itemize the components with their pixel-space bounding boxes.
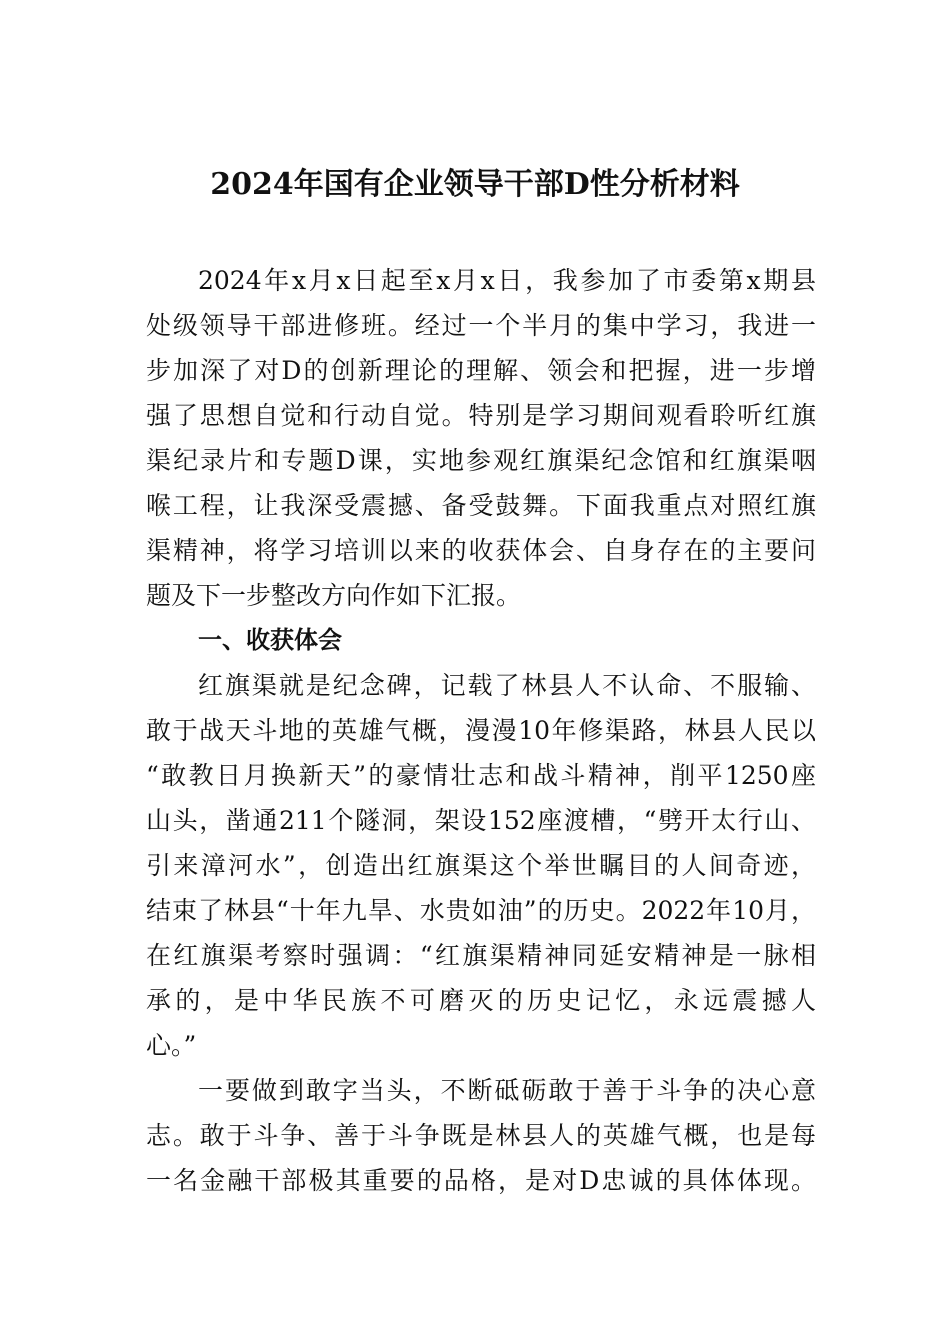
paragraph-2-line: 山头，凿通211个隧洞，架设152座渡槽，“劈开太行山、 (146, 806, 816, 835)
paragraph-2-line: 结束了林县“十年九旱、水贵如油”的历史。2022年10月， (146, 896, 816, 925)
paragraph-2-line: 红旗渠就是纪念碑，记载了林县人不认命、不服输、 (198, 671, 816, 700)
paragraph-3-line: 一要做到敢字当头，不断砥砺敢于善于斗争的决心意 (198, 1076, 816, 1105)
paragraph-1-line: 渠纪录片和专题D课，实地参观红旗渠纪念馆和红旗渠咽 (146, 446, 816, 475)
document-body (146, 258, 816, 1203)
paragraph-1-line: 处级领导干部进修班。经过一个半月的集中学习，我进一 (146, 311, 816, 340)
paragraph-1-line: 题及下一步整改方向作如下汇报。 (146, 581, 522, 610)
paragraph-2-line: 在红旗渠考察时强调：“红旗渠精神同延安精神是一脉相 (146, 941, 816, 970)
paragraph-2-line: “敢教日月换新天”的豪情壮志和战斗精神，削平1250座 (146, 761, 816, 790)
paragraph-3-line: 志。敢于斗争、善于斗争既是林县人的英雄气概，也是每 (146, 1121, 816, 1150)
section-heading: 一、收获体会 (198, 626, 342, 654)
paragraph-2-line: 敢于战天斗地的英雄气概，漫漫10年修渠路，林县人民以 (146, 716, 816, 745)
paragraph-2-line: 引来漳河水”，创造出红旗渠这个举世瞩目的人间奇迹， (146, 851, 816, 880)
paragraph-3-line: 一名金融干部极其重要的品格，是对D忠诚的具体体现。 (146, 1166, 816, 1195)
paragraph-2-line: 承的，是中华民族不可磨灭的历史记忆，永远震撼人 (146, 986, 816, 1015)
paragraph-1-line: 喉工程，让我深受震撼、备受鼓舞。下面我重点对照红旗 (146, 491, 816, 520)
paragraph-1-line: 步加深了对D的创新理论的理解、领会和把握，进一步增 (146, 356, 816, 385)
paragraph-1-line: 强了思想自觉和行动自觉。特别是学习期间观看聆听红旗 (146, 401, 816, 430)
paragraph-2-line: 心。” (146, 1031, 197, 1060)
paragraph-1-line: 2024年x月x日起至x月x日，我参加了市委第x期县 (198, 266, 816, 295)
document-title: 2024年国有企业领导干部D性分析材料 (210, 167, 740, 202)
paragraph-1-line: 渠精神，将学习培训以来的收获体会、自身存在的主要问 (146, 536, 816, 565)
